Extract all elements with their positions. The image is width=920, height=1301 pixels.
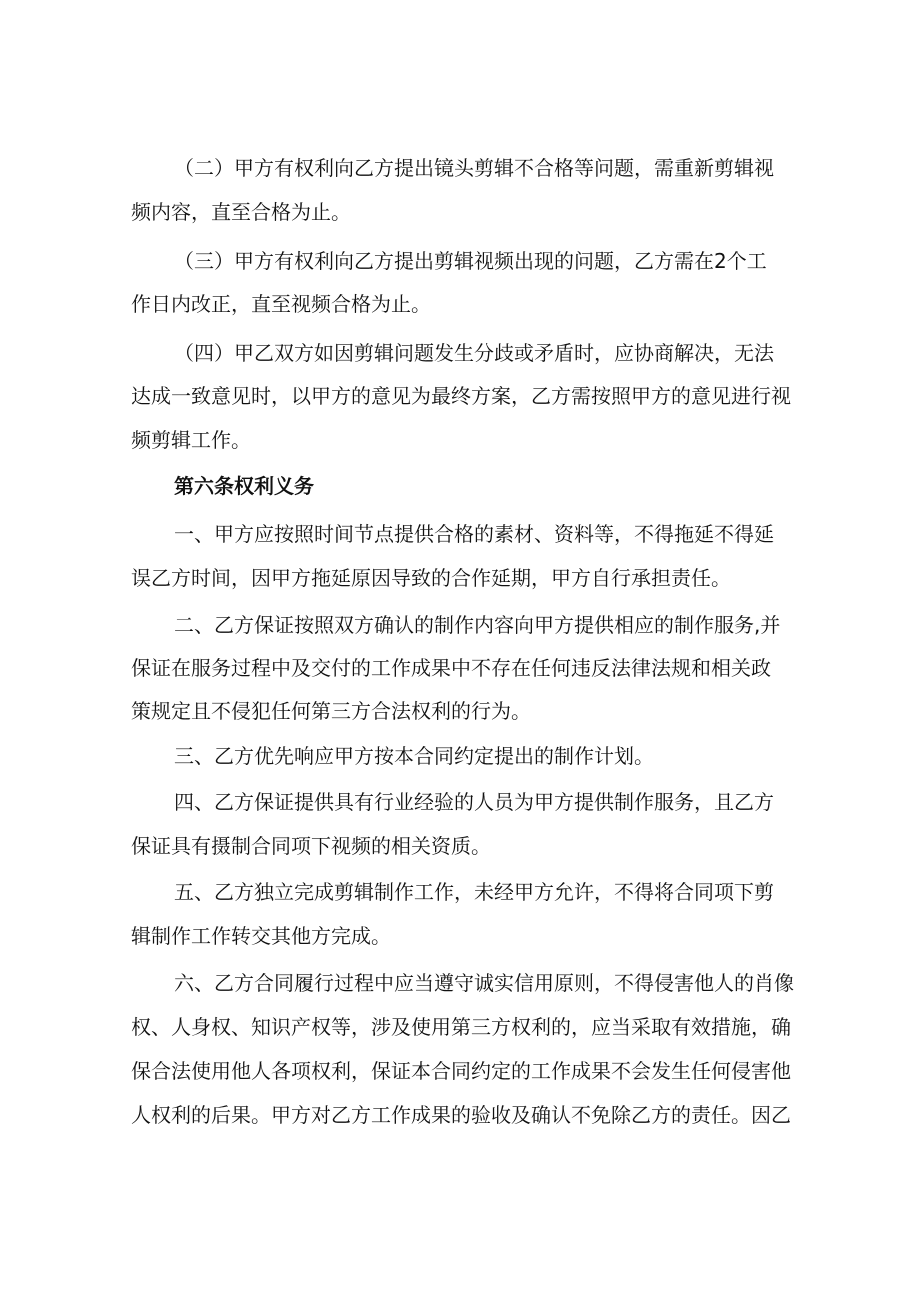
section-heading-article-6: 第六条权利义务 <box>174 474 314 498</box>
paragraph-3-line-1: （三）甲方有权利向乙方提出剪辑视频出现的问题，乙方需在2个工 <box>174 249 767 273</box>
clause-6-line-2: 权、人身权、知识产权等，涉及使用第三方权利的，应当采取有效措施，确 <box>131 1015 791 1039</box>
clause-2-line-3: 策规定且不侵犯任何第三方合法权利的行为。 <box>131 699 531 723</box>
paragraph-4-line-3: 频剪辑工作。 <box>131 428 251 452</box>
clause-1-line-2: 误乙方时间，因甲方拖延原因导致的合作延期，甲方自行承担责任。 <box>131 566 731 590</box>
clause-1-line-1: 一、甲方应按照时间节点提供合格的素材、资料等，不得拖延不得延 <box>174 522 774 546</box>
paragraph-4-line-1: （四）甲乙双方如因剪辑问题发生分歧或矛盾时，应协商解决，无法 <box>174 341 774 365</box>
clause-6-line-1: 六、乙方合同履行过程中应当遵守诚实信用原则，不得侵害他人的肖像 <box>174 971 794 995</box>
paragraph-3-line-2: 作日内改正，直至视频合格为止。 <box>131 292 431 316</box>
clause-3-line-1: 三、乙方优先响应甲方按本合同约定提出的制作计划。 <box>174 744 654 768</box>
clause-6-line-3: 保合法使用他人各项权利，保证本合同约定的工作成果不会发生任何侵害他 <box>131 1059 791 1083</box>
paragraph-4-line-2: 达成一致意见时，以甲方的意见为最终方案，乙方需按照甲方的意见进行视 <box>131 384 791 408</box>
clause-4-line-1: 四、乙方保证提供具有行业经验的人员为甲方提供制作服务，且乙方 <box>174 790 774 814</box>
clause-4-line-2: 保证具有摄制合同项下视频的相关资质。 <box>131 834 491 858</box>
clause-5-line-2: 辑制作工作转交其他方完成。 <box>131 924 391 948</box>
clause-5-line-1: 五、乙方独立完成剪辑制作工作，未经甲方允许，不得将合同项下剪 <box>174 880 774 904</box>
clause-2-line-1: 二、乙方保证按照双方确认的制作内容向甲方提供相应的制作服务,并 <box>174 613 781 637</box>
paragraph-2-line-1: （二）甲方有权利向乙方提出镜头剪辑不合格等问题，需重新剪辑视 <box>174 156 774 180</box>
clause-2-line-2: 保证在服务过程中及交付的工作成果中不存在任何违反法律法规和相关政 <box>131 656 771 680</box>
clause-6-line-4: 人权利的后果。甲方对乙方工作成果的验收及确认不免除乙方的责任。因乙 <box>131 1103 791 1127</box>
paragraph-2-line-2: 频内容，直至合格为止。 <box>131 200 351 224</box>
